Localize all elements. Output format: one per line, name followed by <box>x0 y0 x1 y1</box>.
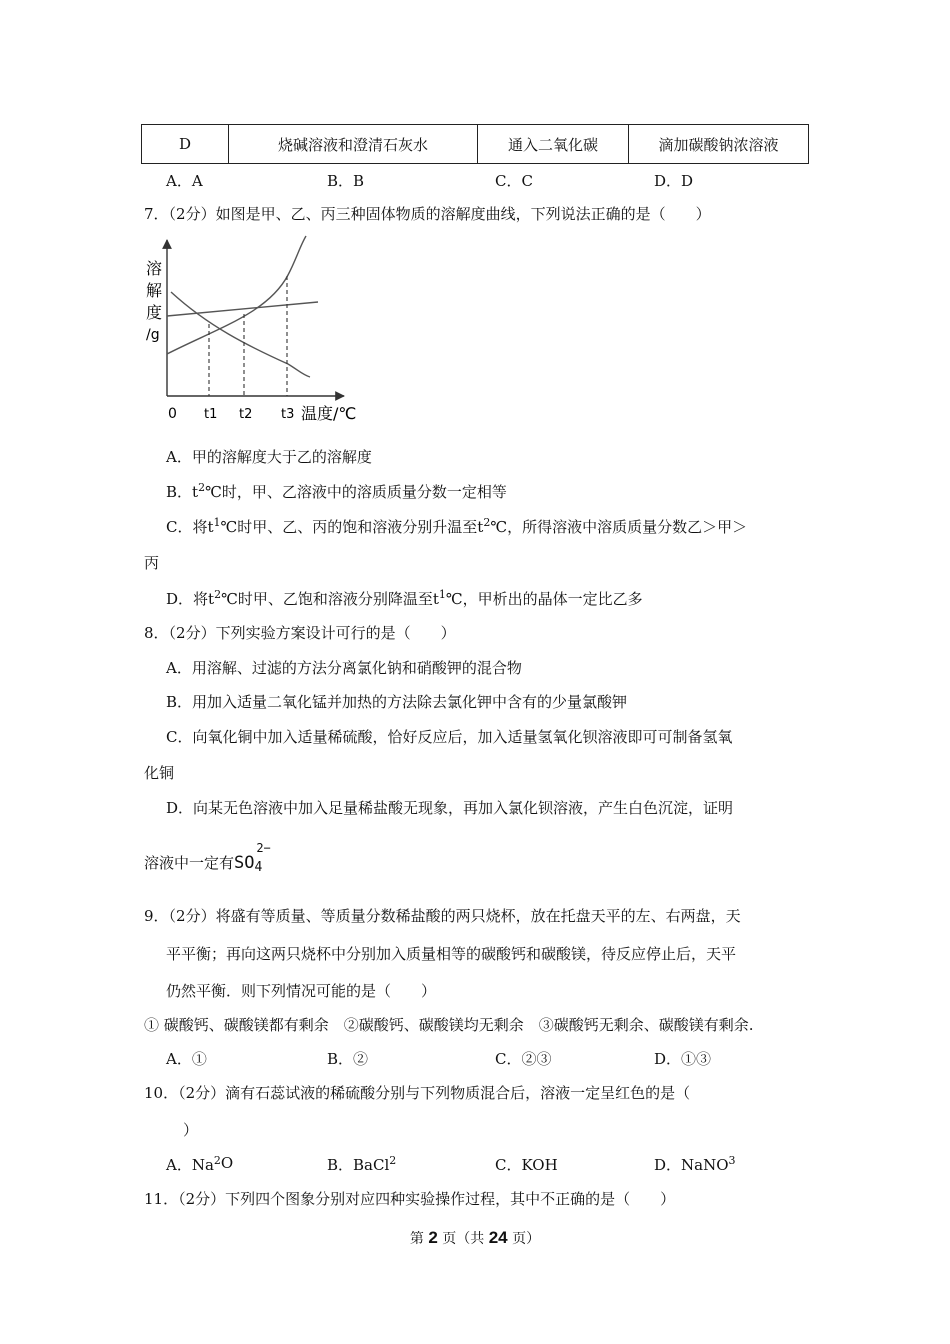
q7-option-c-cont: 丙 <box>144 554 160 572</box>
page-number: 2 <box>428 1228 438 1247</box>
x-axis-label: 温度/℃ <box>301 404 357 423</box>
table-cell: 烧碱溶液和澄清石灰水 <box>229 125 478 164</box>
q10-option-b: B．BaCl 2 <box>327 1154 397 1174</box>
table-cell: 滴加碳酸钠浓溶液 <box>629 125 809 164</box>
origin-label: 0 <box>168 406 177 422</box>
q9-option-a: A．① <box>166 1050 207 1068</box>
q7-option-d: D．将t 2 ℃时甲、乙饱和溶液分别降温至t 1 ℃，甲析出的晶体一定比乙多 <box>166 588 643 608</box>
q8-option-b: B．用加入适量二氧化锰并加热的方法除去氯化钾中含有的少量氯酸钾 <box>166 693 628 711</box>
q6-option-a: A．A <box>166 172 203 190</box>
q9-stem-line2: 平平衡；再向这两只烧杯中分别加入质量相等的碳酸钙和碳酸镁，待反应停止后，天平 <box>166 945 737 963</box>
table-cell: D <box>142 125 229 164</box>
page-total: 24 <box>488 1228 508 1247</box>
y-label-char: 度 <box>146 303 163 322</box>
tick-t3: t3 <box>281 407 295 422</box>
solubility-chart <box>138 228 368 428</box>
table-row <box>142 125 809 164</box>
tick-t1: t1 <box>204 407 218 422</box>
table-cell: 通入二氧化碳 <box>478 125 629 164</box>
q9-cases: ① 碳酸钙、碳酸镁都有剩余 ②碳酸钙、碳酸镁均无剩余 ③碳酸钙无剩余、碳酸镁有剩余. <box>144 1016 754 1034</box>
q7-option-c: C．将t 1 ℃时甲、乙、丙的饱和溶液分别升温至t 2 ℃，所得溶液中溶质质量分数乙＞甲＞ <box>166 516 748 536</box>
sulfate-ion: SO <box>234 853 255 873</box>
q10-stem-line1: 10．（2分）滴有石蕊试液的稀硫酸分别与下列物质混合后，溶液一定呈红色的是（ <box>144 1084 691 1102</box>
q7-option-a: A．甲的溶解度大于乙的溶解度 <box>166 448 372 466</box>
q7-option-b: B．t 2 ℃时，甲、乙溶液中的溶质质量分数一定相等 <box>166 481 507 501</box>
q10-option-c: C．KOH <box>495 1156 558 1174</box>
page-footer: 第 2 页（共 24 页） <box>409 1228 541 1247</box>
q6-option-b: B．B <box>327 172 365 190</box>
y-label-char: 解 <box>146 281 163 300</box>
q8-option-c: C．向氧化铜中加入适量稀硫酸，恰好反应后，加入适量氢氧化钡溶液即可可制备氢氧 <box>166 728 733 746</box>
q10-stem-line2: ） <box>183 1121 199 1139</box>
q8-option-d: D．向某无色溶液中加入足量稀盐酸无现象，再加入氯化钡溶液，产生白色沉淀，证明 <box>166 799 734 817</box>
q9-option-c: C．②③ <box>495 1050 552 1068</box>
q11-stem: 11．（2分）下列四个图象分别对应四种实验操作过程，其中不正确的是（ ） <box>144 1190 676 1208</box>
curve-yi <box>167 302 318 316</box>
y-unit: /g <box>146 327 160 343</box>
tick-t2: t2 <box>239 407 253 422</box>
q9-stem-line3: 仍然平衡．则下列情况可能的是（ ） <box>166 982 437 1000</box>
curve-jia <box>167 236 306 354</box>
options-table <box>141 124 809 164</box>
q10-option-a: A．Na 2 O <box>166 1154 234 1174</box>
q7-stem: 7．（2分）如图是甲、乙、丙三种固体物质的溶解度曲线，下列说法正确的是（ ） <box>144 205 711 223</box>
q6-option-d: D．D <box>654 172 694 190</box>
y-label-char: 溶 <box>146 259 163 278</box>
q8-option-c-cont: 化铜 <box>144 764 175 782</box>
q9-option-b: B．② <box>327 1050 369 1068</box>
q6-option-c: C．C <box>495 172 533 190</box>
q9-stem-line1: 9．（2分）将盛有等质量、等质量分数稀盐酸的两只烧杯，放在托盘天平的左、右两盘，天 <box>144 907 741 925</box>
q8-stem: 8．（2分）下列实验方案设计可行的是（ ） <box>144 624 456 642</box>
q8-option-a: A．用溶解、过滤的方法分离氯化钠和硝酸钾的混合物 <box>166 659 522 677</box>
q8-option-d-cont: 溶液中一定有 SO 4 2− <box>144 841 271 875</box>
q9-option-d: D．①③ <box>654 1050 712 1068</box>
q10-option-d: D．NaNO 3 <box>654 1154 736 1174</box>
